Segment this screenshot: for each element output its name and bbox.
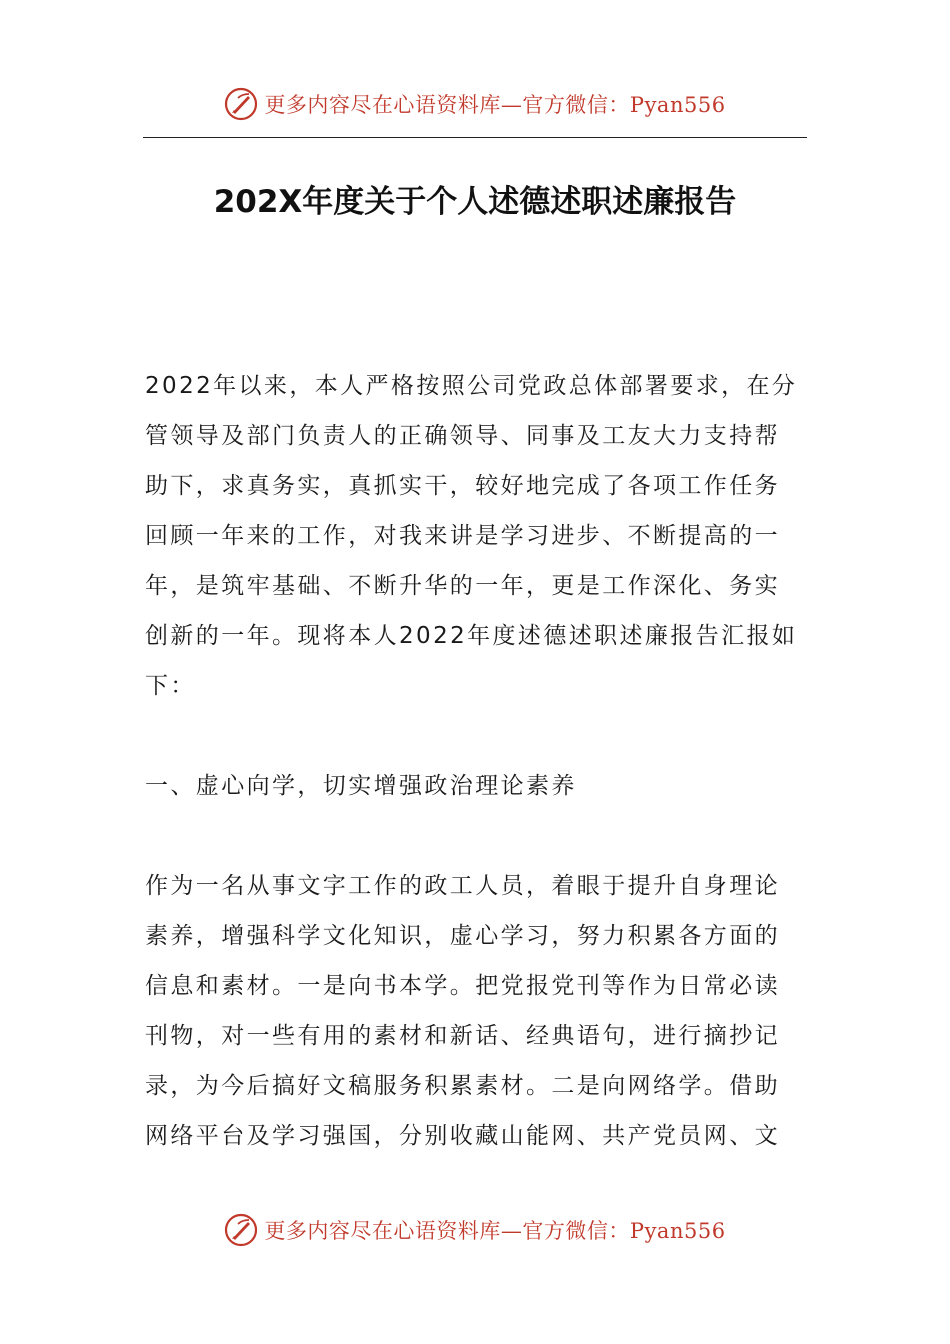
text-line: 年，是筑牢基础、不断升华的一年，更是工作深化、务实 [145, 573, 780, 599]
text-line: 下： [145, 673, 196, 699]
text-line: 网络平台及学习强国，分别收藏山能网、共产党员网、文 [145, 1123, 780, 1149]
text-line: 回顾一年来的工作，对我来讲是学习进步、不断提高的一 [145, 523, 780, 549]
section-paragraph [145, 861, 805, 1161]
text-line: 2022年以来，本人严格按照公司党政总体部署要求，在分 [145, 373, 798, 399]
text-line: 管领导及部门负责人的正确领导、同事及工友大力支持帮 [145, 423, 780, 449]
text-line: 助下，求真务实，真抓实干，较好地完成了各项工作任务 [145, 473, 780, 499]
header-divider [143, 137, 807, 138]
text-line: 刊物，对一些有用的素材和新话、经典语句，进行摘抄记 [145, 1023, 780, 1049]
text-line: 创新的一年。现将本人2022年度述德述职述廉报告汇报如 [145, 623, 798, 649]
quill-pen-logo-icon [224, 87, 258, 121]
text-line: 信息和素材。一是向书本学。把党报党刊等作为日常必读 [145, 973, 780, 999]
text-line: 录，为今后搞好文稿服务积累素材。二是向网络学。借助 [145, 1073, 780, 1099]
footer-banner-text: 更多内容尽在心语资料库—官方微信：Pyan556 [264, 1219, 726, 1243]
section-heading [145, 761, 805, 811]
header-banner [0, 84, 950, 124]
section-heading-text: 一、虚心向学，切实增强政治理论素养 [145, 773, 577, 799]
text-line: 作为一名从事文字工作的政工人员，着眼于提升自身理论 [145, 873, 780, 899]
intro-paragraph [145, 361, 805, 711]
quill-pen-logo-icon [224, 1213, 258, 1247]
header-banner-text: 更多内容尽在心语资料库—官方微信：Pyan556 [264, 93, 726, 117]
footer-banner [0, 1210, 950, 1250]
document-title: 202X年度关于个人述德述职述廉报告 [213, 184, 737, 220]
text-line: 素养，增强科学文化知识，虚心学习，努力积累各方面的 [145, 923, 780, 949]
